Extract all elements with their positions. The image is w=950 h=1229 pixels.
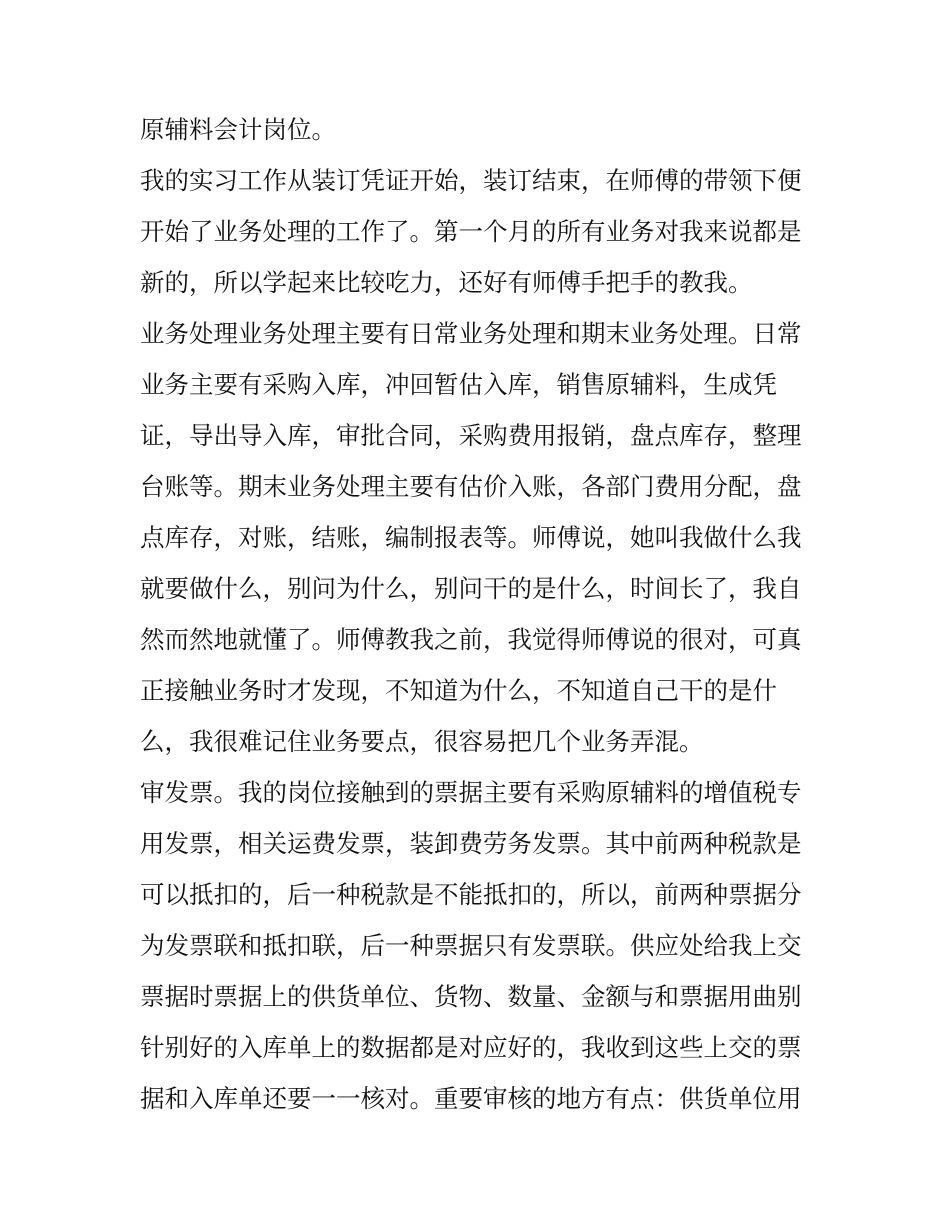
text-line: 就要做什么，别问为什么，别问干的是什么，时间长了，我自 <box>140 574 802 603</box>
text-line: 业务处理业务处理主要有日常业务处理和期末业务处理。日常 <box>140 319 802 348</box>
text-line: 原辅料会计岗位。 <box>140 115 336 144</box>
text-line: 业务主要有采购入库，冲回暂估入库，销售原辅料，生成凭 <box>140 370 777 399</box>
text-line: 可以抵扣的，后一种税款是不能抵扣的，所以，前两种票据分 <box>140 880 802 909</box>
text-line: 么，我很难记住业务要点，很容易把几个业务弄混。 <box>140 727 704 756</box>
text-line: 审发票。我的岗位接触到的票据主要有采购原辅料的增值税专 <box>140 778 802 807</box>
text-line: 据和入库单还要一一核对。重要审核的地方有点：供货单位用 <box>140 1084 802 1113</box>
text-line: 证，导出导入库，审批合同，采购费用报销，盘点库存，整理 <box>140 421 802 450</box>
text-line: 我的实习工作从装订凭证开始，装订结束，在师傅的带领下便 <box>140 166 802 195</box>
text-line: 用发票，相关运费发票，装卸费劳务发票。其中前两种税款是 <box>140 829 802 858</box>
text-line: 台账等。期末业务处理主要有估价入账，各部门费用分配，盘 <box>140 472 802 501</box>
text-line: 针别好的入库单上的数据都是对应好的，我收到这些上交的票 <box>140 1033 802 1062</box>
text-line: 正接触业务时才发现，不知道为什么，不知道自己干的是什 <box>140 676 777 705</box>
text-line: 为发票联和抵扣联，后一种票据只有发票联。供应处给我上交 <box>140 931 802 960</box>
text-line: 新的，所以学起来比较吃力，还好有师傅手把手的教我。 <box>140 268 753 297</box>
text-line: 点库存，对账，结账，编制报表等。师傅说，她叫我做什么我 <box>140 523 802 552</box>
text-line: 开始了业务处理的工作了。第一个月的所有业务对我来说都是 <box>140 217 802 246</box>
text-line: 票据时票据上的供货单位、货物、数量、金额与和票据用曲别 <box>140 982 802 1011</box>
text-line: 然而然地就懂了。师傅教我之前，我觉得师傅说的很对，可真 <box>140 625 802 654</box>
